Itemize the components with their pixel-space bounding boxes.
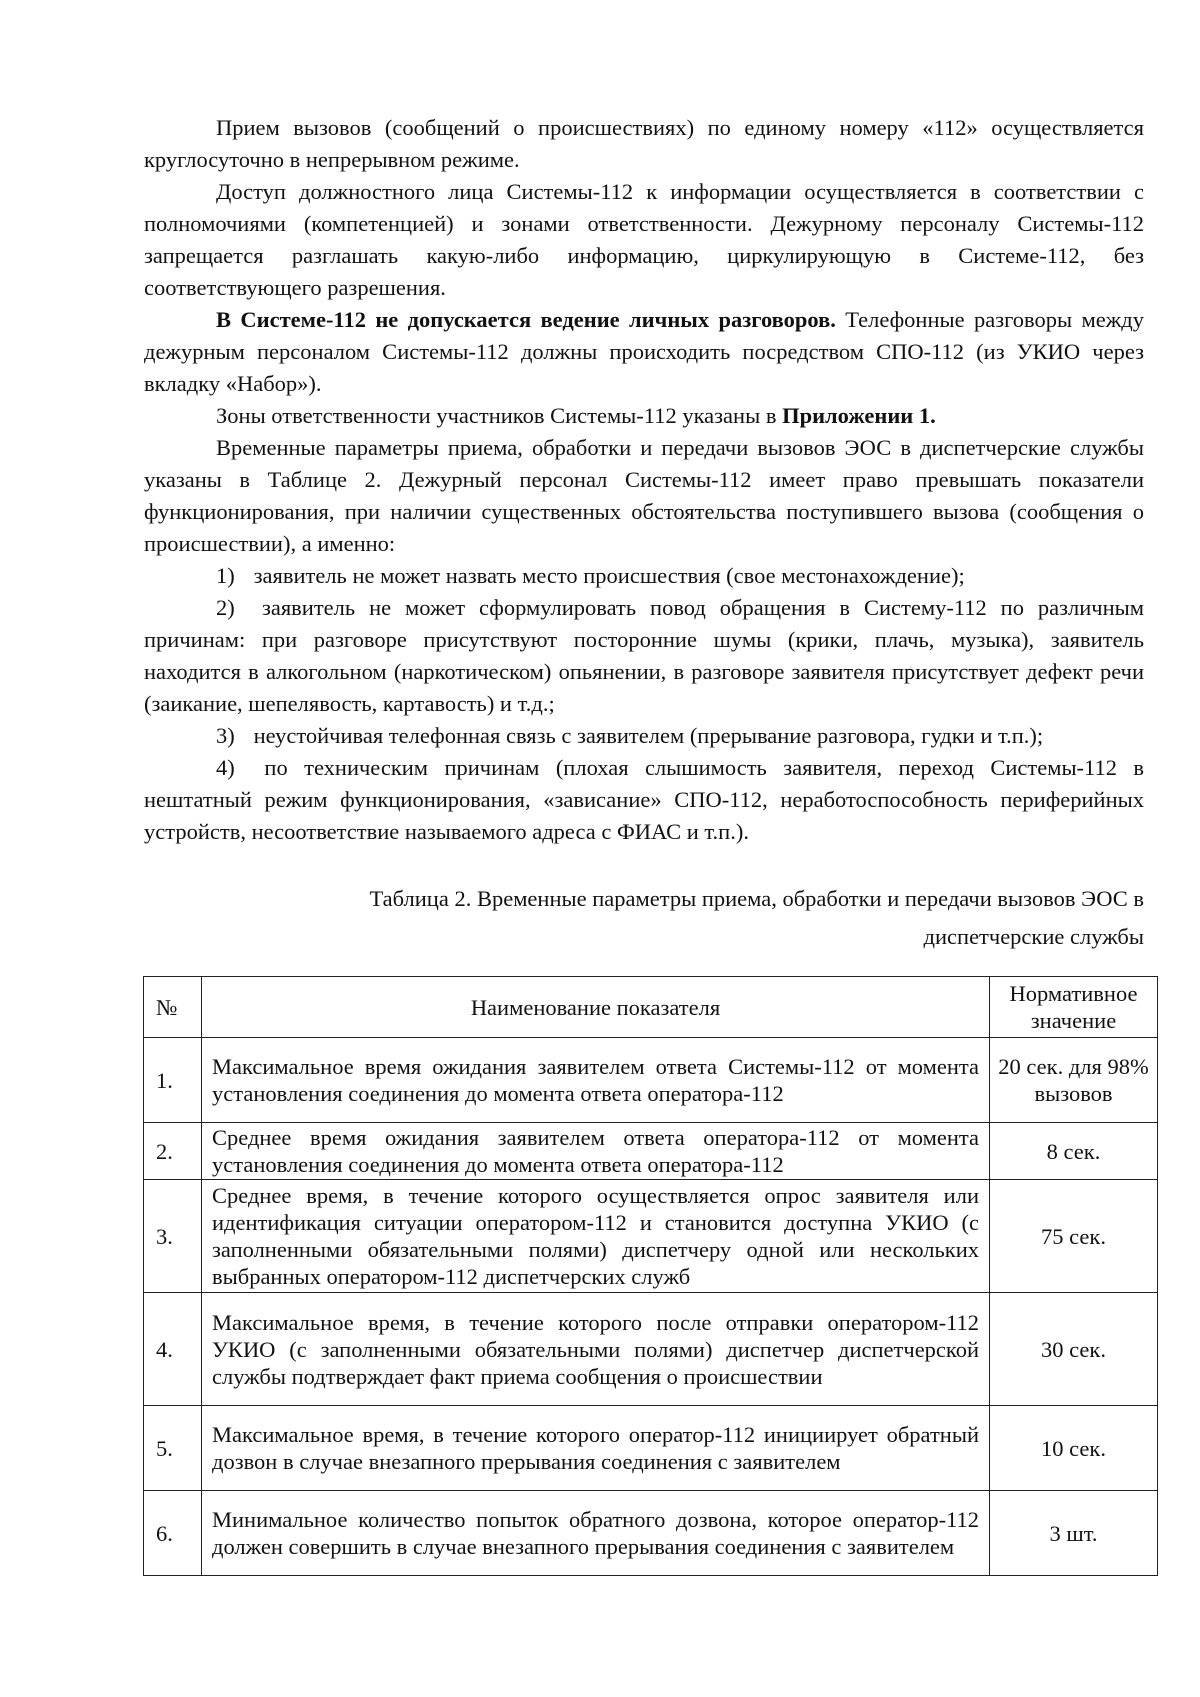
- list-item-number: 2): [216, 595, 235, 620]
- row-number: 1.: [144, 1038, 202, 1123]
- table-row: [144, 1491, 1158, 1576]
- table-row: [144, 1406, 1158, 1491]
- paragraph-4-bold: Приложении 1.: [782, 403, 936, 428]
- row-number: 6.: [144, 1491, 202, 1576]
- table-row: [144, 1038, 1158, 1123]
- header-number: №: [144, 977, 202, 1038]
- row-number: 4.: [144, 1293, 202, 1406]
- parameters-table-wrapper: [143, 976, 1157, 1576]
- row-normative-value: 3 шт.: [990, 1491, 1158, 1576]
- row-indicator-name: Среднее время ожидания заявителем ответа оператора-112 от момента установления соединения до момента ответа оператора-112: [202, 1123, 990, 1180]
- parameters-table: [143, 976, 1158, 1576]
- row-number: 5.: [144, 1406, 202, 1491]
- list-item-text: неустойчивая телефонная связь с заявителем (прерывание разговора, гудки и т.п.);: [253, 723, 1044, 748]
- row-indicator-name: Минимальное количество попыток обратного дозвона, которое оператор-112 должен совершить в случае внезапного прерывания соединения с заявителем: [202, 1491, 990, 1576]
- row-indicator-name: Среднее время, в течение которого осуществляется опрос заявителя или идентификация ситуации оператором-112 и становится доступна УКИО (с заполненными обязательными полями) диспетчеру одной или нескольких выбранных оператором-112 диспетчерских служб: [202, 1180, 990, 1293]
- row-indicator-name: Максимальное время, в течение которого после отправки оператором-112 УКИО (с заполненными обязательными полями) диспетчер диспетчерской службы подтверждает факт приема сообщения о происшествии: [202, 1293, 990, 1406]
- list-item-number: 4): [216, 755, 235, 780]
- header-normative-value: Нормативное значение: [990, 977, 1158, 1038]
- list-item: [144, 560, 1144, 592]
- paragraph-5: Временные параметры приема, обработки и передачи вызовов ЭОС в диспетчерские службы указаны в Таблице 2. Дежурный персонал Системы-112 имеет право превышать показатели функционирования, при наличии существенных обстоятельства поступившего вызова (сообщения о происшествии), а именно:: [144, 435, 1144, 556]
- table-header-row: [144, 977, 1158, 1038]
- row-indicator-name: Максимальное время, в течение которого оператор-112 инициирует обратный дозвон в случае внезапного прерывания соединения с заявителем: [202, 1406, 990, 1491]
- list-item: [144, 592, 1144, 720]
- paragraph-4-text: Зоны ответственности участников Системы-112 указаны в: [216, 403, 783, 428]
- row-number: 3.: [144, 1180, 202, 1293]
- list-item: [144, 720, 1144, 752]
- paragraph-2: Доступ должностного лица Системы-112 к информации осуществляется в соответствии с полномочиями (компетенцией) и зонами ответственности. Дежурному персоналу Системы-112 запрещается разглашать какую-либо информацию, циркулирующую в Системе-112, без соответствующего разрешения.: [144, 179, 1144, 300]
- list-item-number: 3): [216, 723, 235, 748]
- list-item: [144, 752, 1144, 848]
- header-indicator-name: Наименование показателя: [202, 977, 990, 1038]
- paragraph-3-bold: В Системе-112 не допускается ведение личных разговоров.: [216, 307, 836, 332]
- row-normative-value: 20 сек. для 98% вызовов: [990, 1038, 1158, 1123]
- row-normative-value: 10 сек.: [990, 1406, 1158, 1491]
- body-text: [144, 112, 1144, 848]
- list-item-text: по техническим причинам (плохая слышимость заявителя, переход Системы-112 в нештатный режим функционирования, «зависание» СПО-112, неработоспособность периферийных устройств, несоответствие называемого адреса с ФИАС и т.п.).: [144, 755, 1145, 844]
- table-caption: [144, 880, 1144, 956]
- row-indicator-name: Максимальное время ожидания заявителем ответа Системы-112 от момента установления соединения до момента ответа оператора-112: [202, 1038, 990, 1123]
- list-item-text: заявитель не может сформулировать повод обращения в Систему-112 по различным причинам: при разговоре присутствуют посторонние шумы (крики, плачь, музыка), заявитель находится в алкогольном (наркотическом) опьянении, в разговоре заявителя присутствует дефект речи (заикание, шепелявость, картавость) и т.д.;: [144, 595, 1145, 716]
- row-number: 2.: [144, 1123, 202, 1180]
- table-row: [144, 1293, 1158, 1406]
- row-normative-value: 75 сек.: [990, 1180, 1158, 1293]
- table-caption-line-1: Таблица 2. Временные параметры приема, обработки и передачи вызовов ЭОС в: [369, 886, 1144, 911]
- row-normative-value: 30 сек.: [990, 1293, 1158, 1406]
- paragraph-4: [144, 400, 1144, 432]
- table-row: [144, 1123, 1158, 1180]
- list-item-text: заявитель не может назвать место происшествия (свое местонахождение);: [253, 563, 965, 588]
- paragraph-3: [144, 304, 1144, 400]
- paragraph-1: Прием вызовов (сообщений о происшествиях) по единому номеру «112» осуществляется круглосуточно в непрерывном режиме.: [144, 115, 1144, 172]
- table-caption-line-2: диспетчерские службы: [923, 924, 1144, 949]
- paragraph-3-rest: Телефонные разговоры между дежурным персоналом Системы-112 должны происходить посредством СПО-112 (из УКИО через вкладку «Набор»).: [144, 307, 1144, 396]
- list-item-number: 1): [216, 563, 235, 588]
- table-row: [144, 1180, 1158, 1293]
- row-normative-value: 8 сек.: [990, 1123, 1158, 1180]
